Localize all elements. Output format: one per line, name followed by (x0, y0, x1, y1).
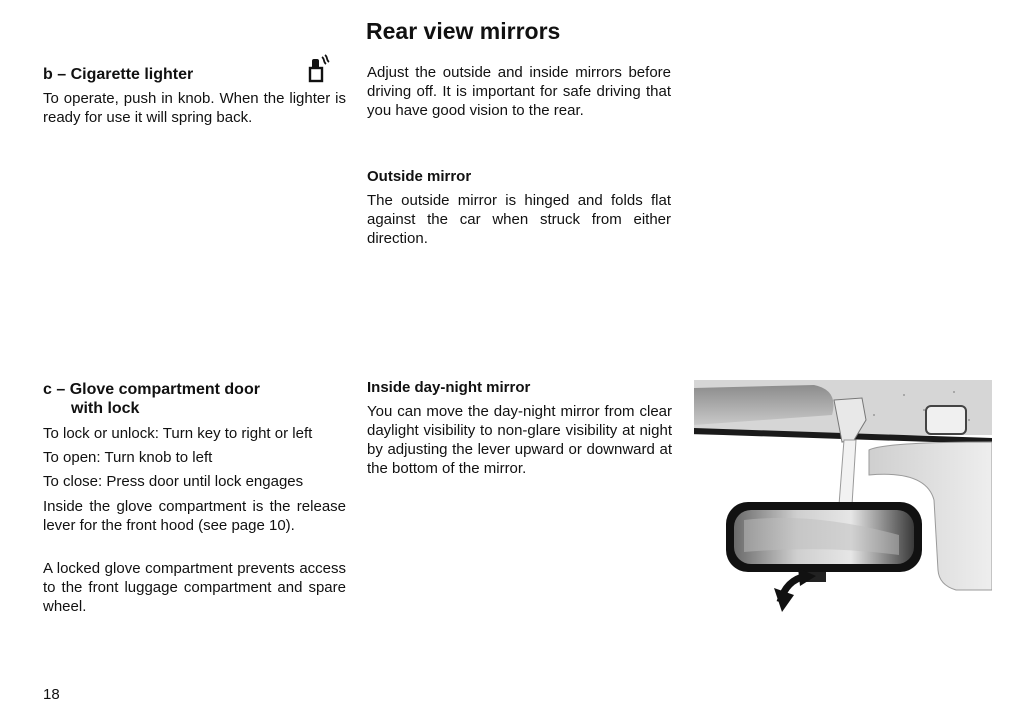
cigarette-lighter-heading: b – Cigarette lighter (43, 66, 194, 83)
mirrors-intro-text: Adjust the outside and inside mirrors before driving off. It is important for safe driving that you have good vision to the rear. (367, 64, 671, 119)
glove-open-instruction: To open: Turn knob to left (43, 449, 213, 466)
glove-compartment-heading-line2: with lock (71, 400, 140, 417)
cigarette-lighter-text: To operate, push in knob. When the lighter is ready for use it will spring back. (43, 90, 346, 126)
outside-mirror-text: The outside mirror is hinged and folds flat against the car when struck from either direction. (367, 192, 671, 247)
glove-locked-text: A locked glove compartment prevents access to the front luggage compartment and spare wheel. (43, 560, 346, 615)
inside-mirror-heading: Inside day-night mirror (367, 379, 531, 396)
glove-compartment-heading: c – Glove compartment door (43, 381, 260, 398)
outside-mirror-heading: Outside mirror (367, 168, 472, 185)
glove-close-instruction: To close: Press door until lock engages (43, 473, 304, 490)
day-night-mirror-photo (694, 380, 992, 672)
glove-hood-release-text: Inside the glove compartment is the release lever for the front hood (see page 10). (43, 498, 346, 534)
inside-mirror-text: You can move the day-night mirror from clear daylight visibility to non-glare visibility at night by adjusting the lever upward or downward at the bottom of the mirror. (367, 403, 672, 477)
cigarette-lighter-icon (306, 53, 332, 85)
page-number: 18 (43, 686, 60, 703)
page-title: Rear view mirrors (366, 18, 561, 44)
glove-lock-instruction: To lock or unlock: Turn key to right or left (43, 425, 313, 442)
